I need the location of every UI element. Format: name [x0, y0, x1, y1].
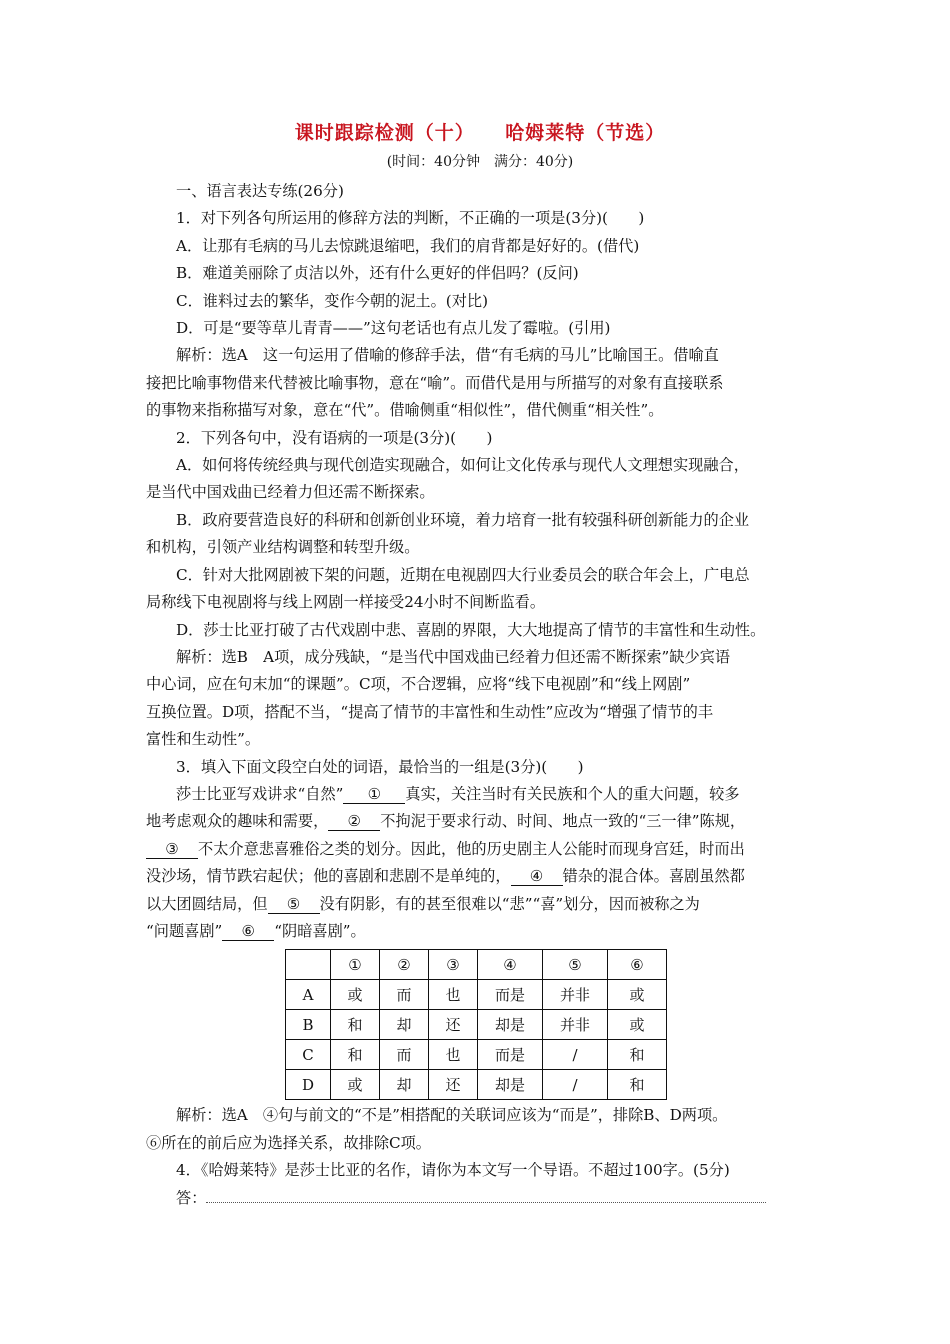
q3-analysis-line: 解析：选A ④句与前文的“不是”相搭配的关联词应该为“而是”，排除B、D两项。 [176, 1106, 728, 1125]
q2-analysis-line: 解析：选B A项，成分残缺，“是当代中国戏曲已经着力但还需不断探索”缺少宾语 [176, 647, 731, 666]
table-cell: 或 [331, 1070, 380, 1100]
table-row [286, 1010, 667, 1040]
table-cell: ⑤ [543, 950, 608, 980]
table-cell: 却是 [478, 1070, 543, 1100]
passage-text: 不拘泥于要求行动、时间、地点一致的“三一律”陈规， [380, 812, 746, 831]
passage-text: 错杂的混合体。喜剧虽然都 [562, 867, 745, 886]
table-cell: 并非 [543, 980, 608, 1010]
table-cell: 和 [608, 1040, 667, 1070]
passage-text: 地考虑观众的趣味和需要， [146, 812, 329, 831]
table-header-row [286, 950, 667, 980]
q3-options-table [285, 949, 667, 1100]
answer-label: 答： [176, 1188, 207, 1207]
table-cell: 而是 [478, 980, 543, 1010]
q1-option-b: B．难道美丽除了贞洁以外，还有什么更好的伴侣吗？(反问) [176, 264, 579, 283]
passage-text: 以大团圆结局，但 [146, 894, 268, 913]
q3-passage-line [146, 863, 814, 890]
q2-option-a-cont: 是当代中国戏曲已经着力但还需不断探索。 [146, 483, 435, 502]
q1-option-c: C．谁料过去的繁华，变作今朝的泥土。(对比) [176, 291, 489, 310]
table-cell: D [286, 1070, 331, 1100]
passage-text: 没有阴影，有的甚至很难以“悲”“喜”划分，因而被称之为 [319, 894, 700, 913]
blank-3: ③ [146, 840, 198, 859]
blank-6: ⑥ [222, 922, 274, 941]
q1-stem: 1．对下列各句所运用的修辞方法的判断，不正确的一项是(3分)( ) [176, 209, 645, 228]
table-cell: 却 [380, 1070, 429, 1100]
q3-passage-line [146, 781, 814, 808]
q1-option-a: A．让那有毛病的马儿去惊跳退缩吧，我们的肩背都是好好的。(借代) [176, 236, 640, 255]
table-cell: B [286, 1010, 331, 1040]
q4-answer-row [146, 1185, 814, 1212]
table-cell: A [286, 980, 331, 1010]
table-cell: 还 [429, 1070, 478, 1100]
table-cell: 而 [380, 1040, 429, 1070]
blank-2: ② [328, 812, 380, 831]
q2-stem: 2．下列各句中，没有语病的一项是(3分)( ) [176, 428, 493, 447]
q2-option-c-cont: 局称线下电视剧将与线上网剧一样接受24小时不间断监看。 [146, 593, 546, 612]
q3-passage-line [146, 891, 814, 918]
table-cell: 却 [380, 1010, 429, 1040]
table-cell: 和 [331, 1040, 380, 1070]
q3-analysis-line: ⑥所在的前后应为选择关系，故排除C项。 [146, 1133, 431, 1152]
section-heading: 一、语言表达专练(26分) [176, 182, 344, 200]
q1-option-d: D．可是“要等草儿青青——”这句老话也有点儿发了霉啦。(引用) [176, 319, 611, 338]
q3-passage-line [146, 808, 814, 835]
blank-5: ⑤ [268, 895, 320, 914]
table-cell: / [543, 1040, 608, 1070]
document-page [146, 118, 814, 1212]
passage-text: 没沙场，情节跌宕起伏；他的喜剧和悲剧不是单纯的， [146, 867, 511, 886]
q2-option-c: C．针对大批网剧被下架的问题，近期在电视剧四大行业委员会的联合年会上，广电总 [176, 565, 750, 584]
q3-passage-line [146, 918, 814, 945]
table-cell: ② [380, 950, 429, 980]
table-cell: / [543, 1070, 608, 1100]
q1-analysis-line: 解析：选A 这一句运用了借喻的修辞手法，借“有毛病的马儿”比喻国王。借喻直 [176, 346, 719, 365]
table-cell: ⑥ [608, 950, 667, 980]
table-cell: ③ [429, 950, 478, 980]
q2-option-b: B．政府要营造良好的科研和创新创业环境，着力培育一批有较强科研创新能力的企业 [176, 510, 750, 529]
table-row [286, 1040, 667, 1070]
table-cell: 并非 [543, 1010, 608, 1040]
page-subtitle: (时间：40分钟 满分：40分) [386, 154, 574, 170]
table-cell: 却是 [478, 1010, 543, 1040]
blank-4: ④ [511, 867, 563, 886]
table-row [286, 980, 667, 1010]
blank-1: ① [343, 785, 405, 804]
table-row [286, 1070, 667, 1100]
q2-option-b-cont: 和机构，引领产业结构调整和转型升级。 [146, 538, 420, 557]
passage-text: 真实，关注当时有关民族和个人的重大问题，较多 [405, 784, 740, 803]
passage-text: 不太介意悲喜雅俗之类的划分。因此，他的历史剧主人公能时而现身宫廷，时而出 [198, 839, 745, 858]
q2-analysis-line: 中心词，应在句末加“的课题”。C项，不合逻辑，应将“线下电视剧”和“线上网剧” [146, 675, 691, 694]
table-cell: ① [331, 950, 380, 980]
passage-text: 莎士比亚写戏讲求“自然” [176, 784, 344, 803]
table-cell: ④ [478, 950, 543, 980]
q2-option-a: A．如何将传统经典与现代创造实现融合，如何让文化传承与现代人文理想实现融合， [176, 456, 749, 475]
table-cell: 还 [429, 1010, 478, 1040]
passage-text: “阴暗喜剧”。 [274, 921, 366, 940]
page-title: 课时跟踪检测（十） 哈姆莱特（节选） [294, 122, 666, 144]
table-cell: 而 [380, 980, 429, 1010]
table-cell: 或 [608, 1010, 667, 1040]
table-cell: C [286, 1040, 331, 1070]
q1-analysis-line: 接把比喻事物借来代替被比喻事物，意在“喻”。而借代是用与所描写的对象有直接联系 [146, 373, 724, 392]
table-cell: 或 [331, 980, 380, 1010]
table-cell: 和 [608, 1070, 667, 1100]
q4-stem: 4．《哈姆莱特》是莎士比亚的名作，请你为本文写一个导语。不超过100字。(5分) [176, 1161, 730, 1180]
table-cell: 或 [608, 980, 667, 1010]
answer-line[interactable] [206, 1190, 766, 1203]
q2-analysis-line: 互换位置。D项，搭配不当，“提高了情节的丰富性和生动性”应改为“增强了情节的丰 [146, 702, 714, 721]
table-cell: 而是 [478, 1040, 543, 1070]
q2-analysis-line: 富性和生动性”。 [146, 730, 261, 749]
table-cell [286, 950, 331, 980]
table-cell: 也 [429, 1040, 478, 1070]
q1-analysis-line: 的事物来指称描写对象，意在“代”。借喻侧重“相似性”，借代侧重“相关性”。 [146, 401, 664, 420]
q2-option-d: D．莎士比亚打破了古代戏剧中悲、喜剧的界限，大大地提高了情节的丰富性和生动性。 [176, 620, 766, 639]
q3-passage-line [146, 836, 814, 863]
table-cell: 和 [331, 1010, 380, 1040]
q3-stem: 3．填入下面文段空白处的词语，最恰当的一组是(3分)( ) [176, 757, 584, 776]
table-cell: 也 [429, 980, 478, 1010]
passage-text: “问题喜剧” [146, 921, 223, 940]
